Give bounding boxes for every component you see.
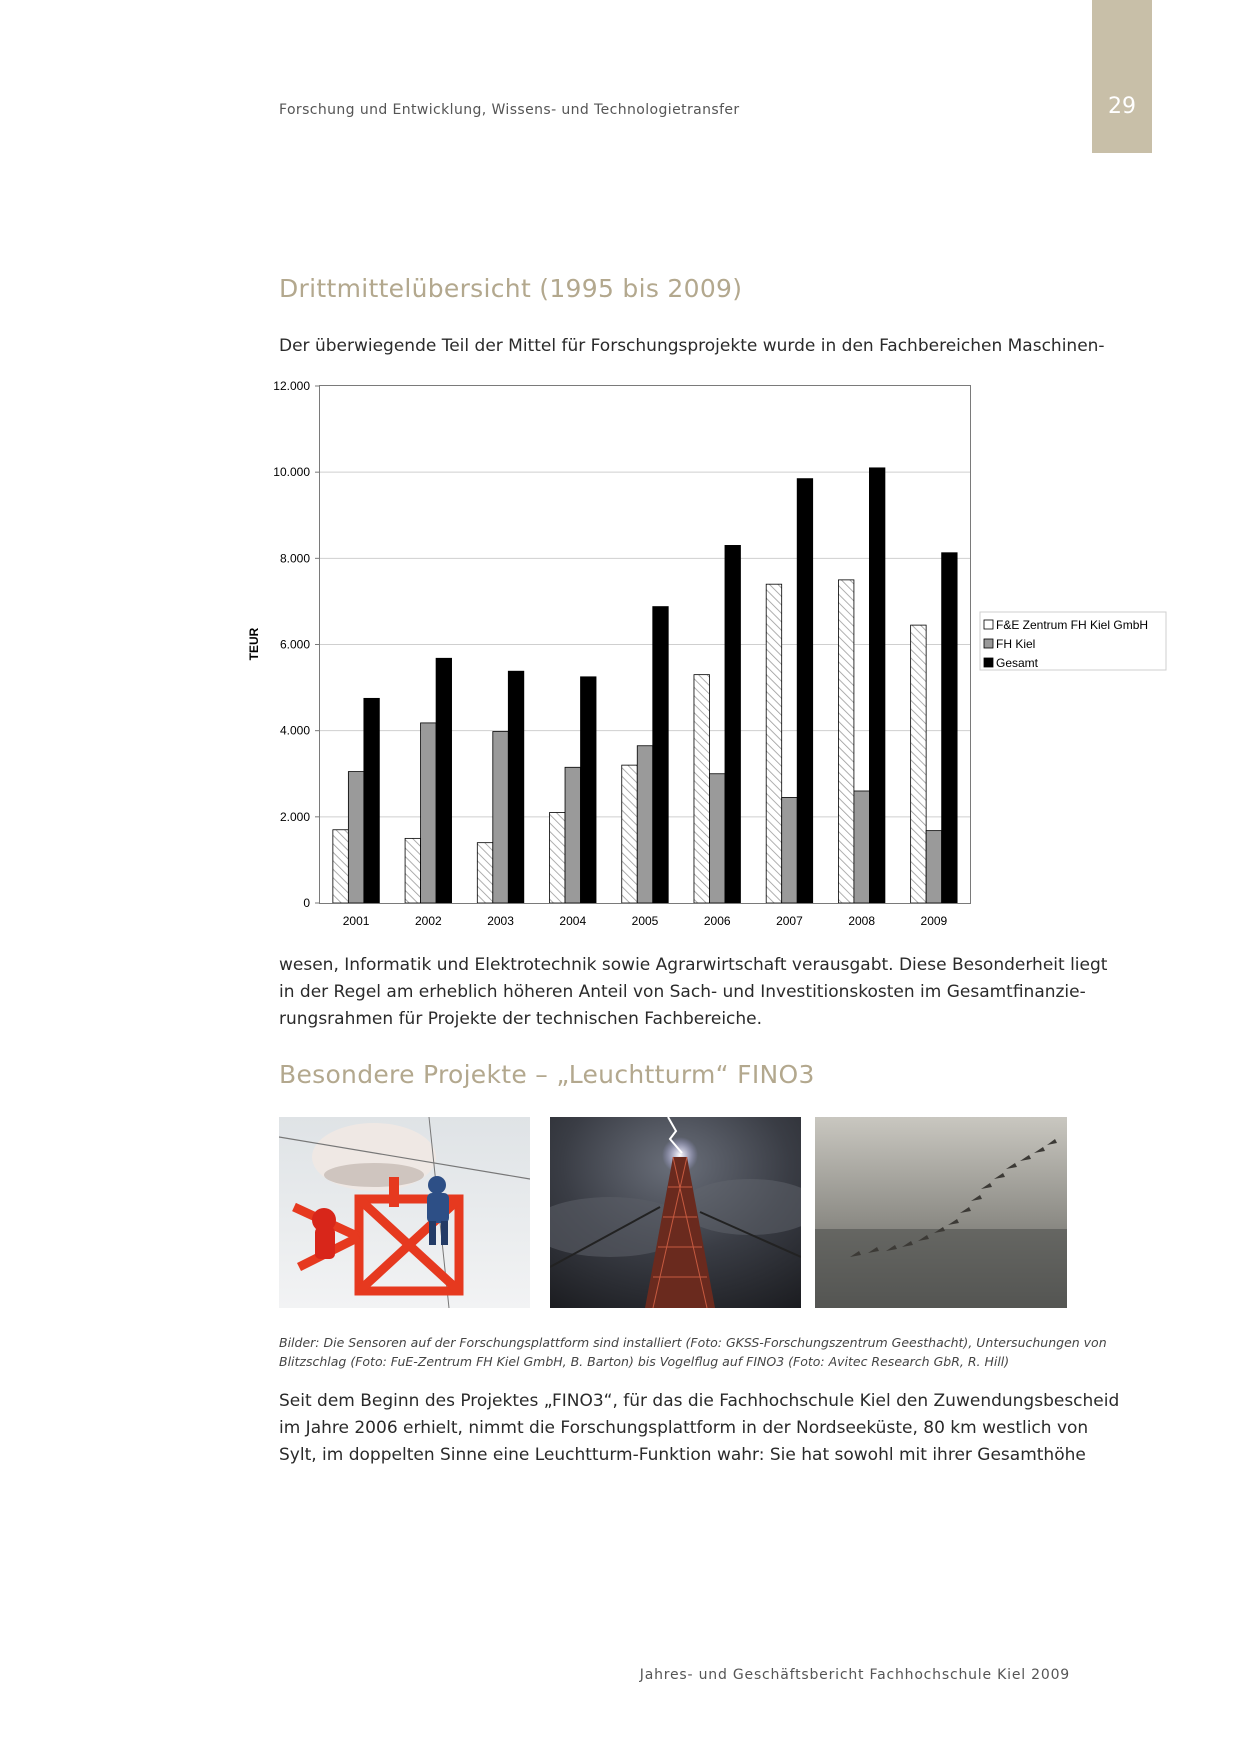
x-tick-label: 2001	[342, 914, 370, 928]
paragraph-line: rungsrahmen für Projekte der technischen Fachbereiche.	[279, 1009, 763, 1029]
bar-2006-s1	[709, 774, 725, 903]
section-heading-drittmittel: Drittmittelübersicht (1995 bis 2009)	[279, 274, 743, 303]
x-tick-label: 2005	[631, 914, 659, 928]
y-tick-label: 2.000	[279, 809, 310, 824]
post-chart-paragraph	[279, 952, 1108, 1033]
bar-2001-s2	[364, 698, 380, 903]
bar-2007-s0	[766, 584, 782, 903]
bar-2003-s1	[493, 732, 509, 903]
page-number-tab	[1092, 0, 1152, 153]
section-heading-fino3: Besondere Projekte – „Leuchtturm“ FINO3	[279, 1060, 815, 1089]
paragraph-line: in der Regel am erheblich höheren Anteil von Sach- und Investitionskosten im Gesamtfinanzie-	[279, 982, 1086, 1002]
paragraph-line: Sylt, im doppelten Sinne eine Leuchtturm-Funktion wahr: Sie hat sowohl mit ihrer Gesamthöhe	[279, 1445, 1086, 1465]
lightning-tower-photo	[550, 1117, 801, 1308]
caption-line: Bilder: Die Sensoren auf der Forschungsplattform sind installiert (Foto: GKSS-Forschungszentrum Geesthacht), Untersuchungen von	[279, 1335, 1107, 1350]
bar-2005-s0	[622, 765, 638, 903]
y-tick-label: 0	[303, 896, 310, 910]
bar-2009-s0	[911, 625, 927, 903]
y-tick-label: 12.000	[273, 379, 310, 393]
intro-paragraph	[279, 333, 1105, 360]
bar-2003-s0	[477, 843, 493, 903]
x-tick-label: 2009	[920, 914, 948, 928]
sensor-installation-photo	[279, 1117, 530, 1308]
caption-line: Blitzschlag (Foto: FuE-Zentrum FH Kiel GmbH, B. Barton) bis Vogelflug auf FINO3 (Foto: Avitec Research GbR, R. Hill)	[279, 1354, 1010, 1369]
fino3-paragraph	[279, 1388, 1120, 1469]
paragraph-line: wesen, Informatik und Elektrotechnik sowie Agrarwirtschaft verausgabt. Diese Besonderheit liegt	[279, 955, 1108, 975]
bar-2008-s1	[854, 791, 870, 903]
x-tick-label: 2006	[703, 914, 731, 928]
bar-2002-s0	[405, 838, 421, 903]
bar-2008-s0	[838, 580, 854, 903]
x-tick-label: 2004	[559, 914, 587, 928]
paragraph-line: im Jahre 2006 erhielt, nimmt die Forschungsplattform in der Nordseeküste, 80 km westlich von	[279, 1418, 1089, 1438]
x-tick-label: 2002	[414, 914, 442, 928]
bar-2006-s0	[694, 675, 710, 903]
legend-swatch	[984, 639, 993, 648]
x-tick-label: 2008	[848, 914, 876, 928]
bar-2007-s2	[797, 479, 813, 903]
page-number: 29	[1108, 94, 1136, 119]
bar-2009-s1	[926, 831, 942, 903]
bar-2004-s0	[550, 813, 566, 903]
legend-label: FH Kiel	[996, 637, 1036, 651]
legend-swatch	[984, 658, 993, 667]
bar-2001-s1	[348, 772, 364, 903]
running-header: Forschung und Entwicklung, Wissens- und Technologietransfer	[279, 102, 740, 118]
bar-2007-s1	[782, 797, 798, 903]
y-axis-label: TEUR	[247, 627, 261, 661]
paragraph-line: Der überwiegende Teil der Mittel für Forschungsprojekte wurde in den Fachbereichen Maschinen-	[279, 336, 1105, 356]
bar-2003-s2	[508, 671, 524, 903]
y-tick-label: 6.000	[279, 637, 310, 652]
photo-caption	[279, 1333, 1107, 1371]
y-tick-label: 4.000	[279, 723, 310, 738]
bar-2009-s2	[942, 553, 958, 903]
bar-2004-s1	[565, 767, 581, 903]
bird-flight-photo	[815, 1117, 1067, 1308]
x-tick-label: 2003	[487, 914, 514, 928]
bar-2006-s2	[725, 545, 741, 903]
page-footer: Jahres- und Geschäftsbericht Fachhochschule Kiel 2009	[639, 1667, 1070, 1683]
bar-2005-s2	[653, 607, 669, 903]
bar-2008-s2	[869, 468, 885, 903]
drittmittel-bar-chart	[240, 378, 1180, 948]
legend-swatch	[984, 620, 993, 629]
y-tick-label: 10.000	[273, 465, 310, 480]
legend-label: F&E Zentrum FH Kiel GmbH	[996, 618, 1149, 632]
legend-label: Gesamt	[996, 656, 1039, 670]
bar-2002-s1	[421, 723, 437, 903]
bar-2002-s2	[436, 658, 452, 903]
y-tick-label: 8.000	[279, 551, 310, 566]
paragraph-line: Seit dem Beginn des Projektes „FINO3“, für das die Fachhochschule Kiel den Zuwendungsbescheid	[279, 1391, 1120, 1411]
bar-2005-s1	[637, 746, 653, 903]
x-tick-label: 2007	[776, 914, 803, 928]
bar-2001-s0	[333, 830, 349, 903]
bar-2004-s2	[581, 677, 597, 903]
